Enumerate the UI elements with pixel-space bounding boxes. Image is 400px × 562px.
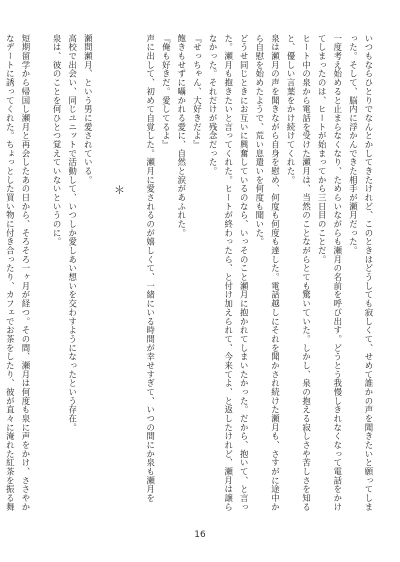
paragraph-6: 『せっちゃん、大好きだよ』 <box>192 34 203 149</box>
vertical-text-body <box>5 34 376 516</box>
blank-line <box>95 34 111 516</box>
paragraph-1: いつもならひとりでなんとかしてきたけれど、このときはどうしても寂しくて、せめて誰かの声を聞きたいと願ってしまった。そして、脳内に浮かんできた相手が瀬月だった。 <box>348 34 374 512</box>
paragraph-3: ヒート中の泉から電話を受けた瀬月は、当然のことながらとても驚いていた。しかし、泉の抱える寂しさや苦しさを知ると、優しい言葉をかけ続けてくれた。 <box>286 34 312 512</box>
paragraph-4: 泉は瀬月の声を聞きながら自身を慰め、何度も何度も達した。電話越しにそれを聞かされ続けた瀬月も、さすがに途中から自慰を始めたようで、荒い息遣いを何度も聞いた。 <box>254 34 281 512</box>
paragraph-5: どうせ同じときにお互いに興奮しているのなら、いっそのこと瀬月に抱かれてしまいたかった。だから、抱いて、と言った。瀬月も抱きたいと言ってくれた。ヒートが終わったら、と付け加えられて、今来てよ、と返したけれど、瀬月は譲らなかった。それだけが残念だった。 <box>208 34 250 512</box>
paragraph-11: 高校で出会い、同じユニットで活動して、いつしか愛しあい想いを交わすようになったという存在。 <box>67 34 78 432</box>
blank-line <box>127 34 143 516</box>
paragraph-10: 瀬間瀬月、という男に愛されている。 <box>83 34 94 185</box>
blank-line <box>33 34 49 516</box>
section-break-asterisk: ＊ <box>112 184 126 196</box>
paragraph-2: 一度考え始めると止まらなくなり、ためらいながらも瀬月の名前を呼び出す。どうとう我慢しきれなくなって電話をかけてしまったのは、ヒートが始まってから三日目のことだ。 <box>317 34 343 512</box>
paragraph-7: 飽きもせずに囁かれる愛に、自然と涙があふれた。 <box>176 34 187 238</box>
page-number: 16 <box>194 530 206 540</box>
paragraph-9: 声に出して、初めて自覚した。瀬月に愛されるのが嬉しくて、一緒にいる時間が幸せすぎて、いつの間にか泉も瀬月を <box>145 34 156 503</box>
paragraph-12: 泉は、彼のことを何ひとつ覚えていないというのに。 <box>52 34 63 247</box>
paragraph-13: 短期留学から帰国し瀬月と再会したあの日から、そろそろ一ヶ月が経つ。その間、瀬月は何度も泉に声をかけ、ささやかなデートに誘ってくれた。ちょっとした買い物に付き合ったり、カフェでお茶をしたり、彼が直々に淹れた紅茶を振る舞 <box>5 34 31 512</box>
paragraph-8: 『俺も好きだ。愛してるよ』 <box>161 34 172 149</box>
